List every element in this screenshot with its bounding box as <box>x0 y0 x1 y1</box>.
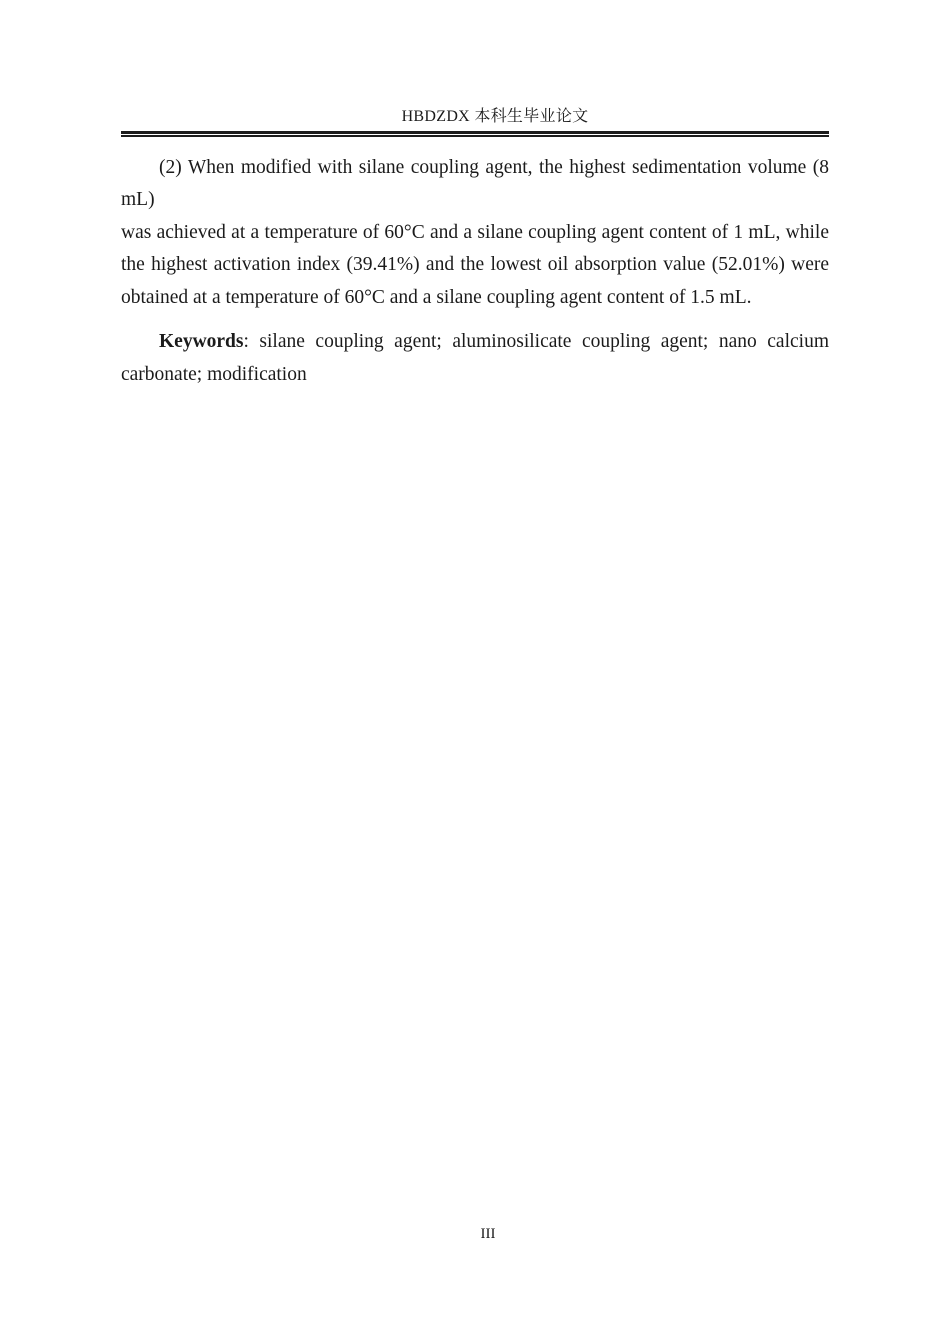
paragraph-line: was achieved at a temperature of 60°C and a silane coupling agent content of 1 mL, while <box>121 221 829 243</box>
page-header <box>121 0 829 137</box>
keywords-line <box>121 326 829 359</box>
header-rule-thin-line <box>121 135 829 137</box>
page-number: III <box>480 1226 496 1242</box>
header-rule-thick-line <box>121 131 829 134</box>
paragraph-line: the highest activation index (39.41%) and the lowest oil absorption value (52.01%) were <box>121 254 829 276</box>
keywords-paragraph <box>121 326 829 391</box>
page-content <box>121 0 829 392</box>
header-rule <box>121 131 829 137</box>
paragraph-line: (2) When modified with silane coupling agent, the highest sedimentation volume (8 mL) <box>121 156 829 211</box>
keywords-label: Keywords <box>159 331 244 353</box>
paragraph-line: obtained at a temperature of 60°C and a silane coupling agent content of 1.5 mL. <box>121 286 752 308</box>
running-header-title: HBDZDX 本科生毕业论文 <box>401 108 589 125</box>
abstract-paragraph <box>121 152 829 315</box>
keywords-text: : silane coupling agent; aluminosilicate coupling agent; nano calcium <box>243 331 829 353</box>
keywords-line: carbonate; modification <box>121 364 307 386</box>
